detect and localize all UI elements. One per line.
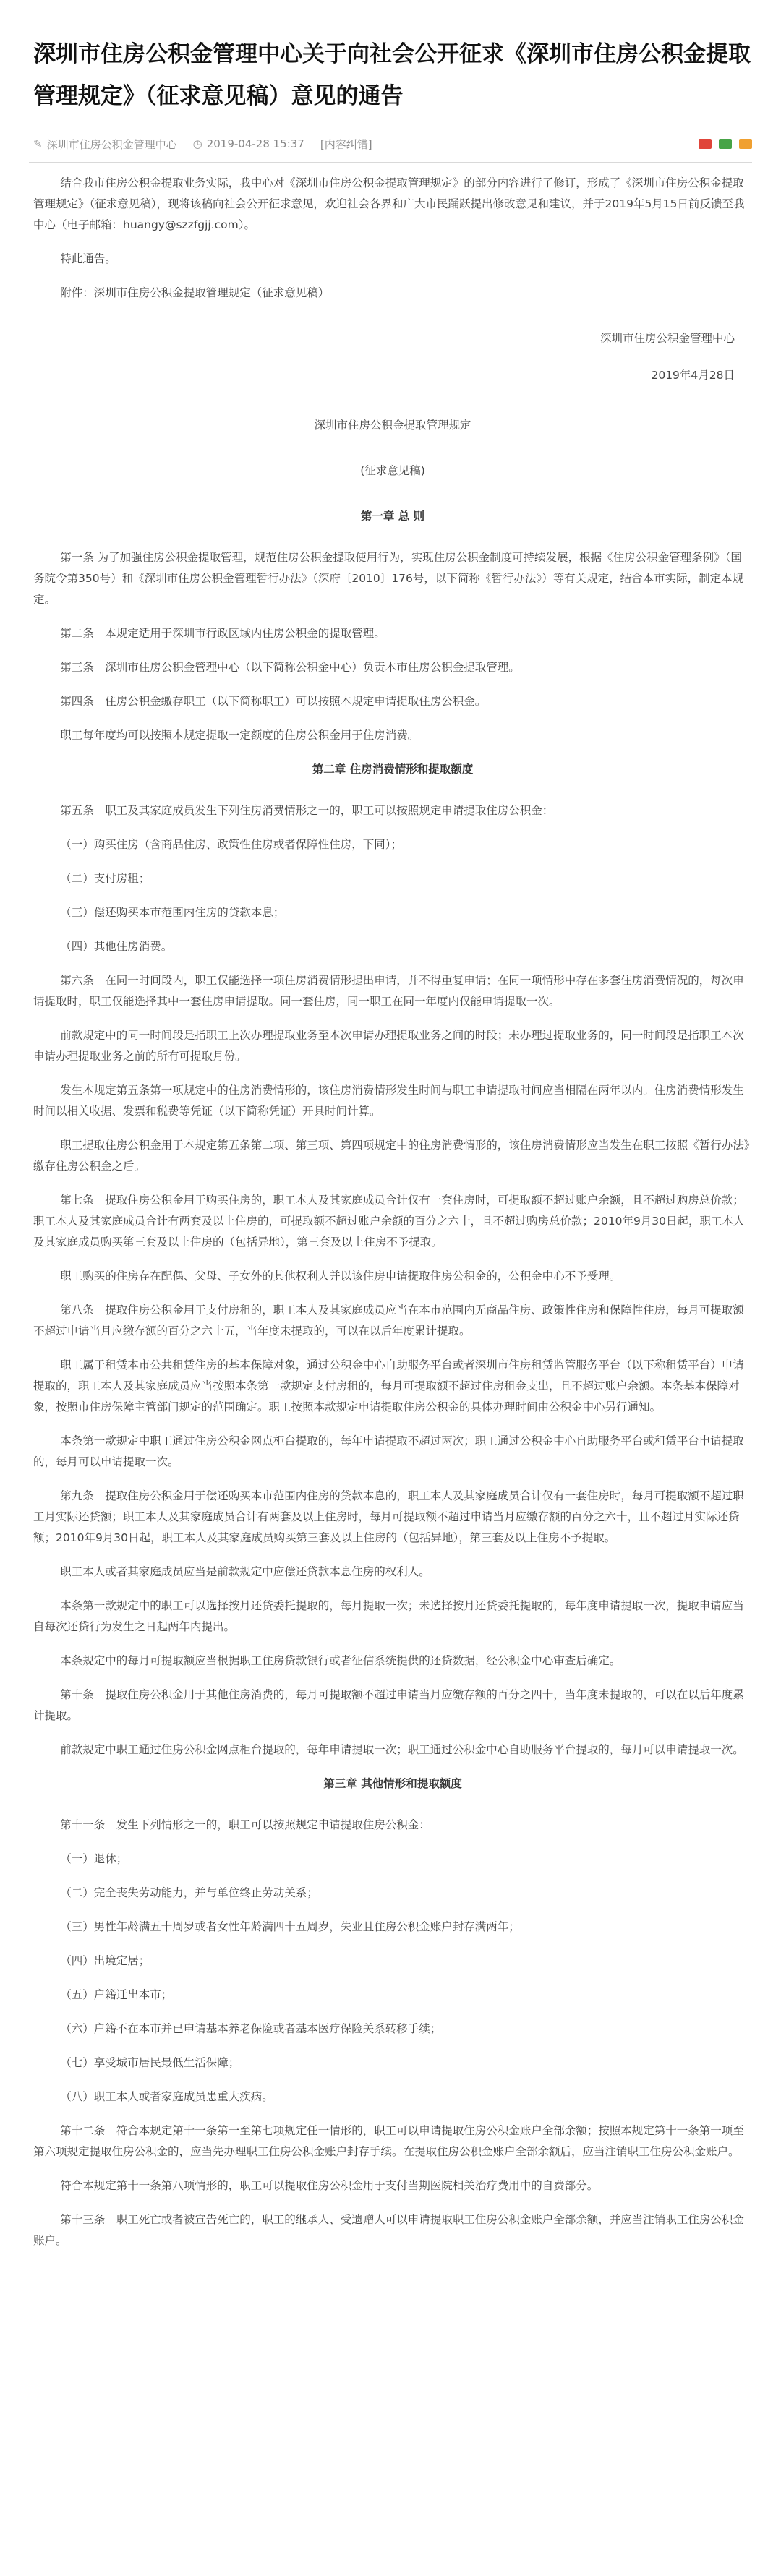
article-12-para-2: 符合本规定第十一条第八项情形的，职工可以提取住房公积金用于支付当期医院相关治疗费用中的自费部分。 [60, 2179, 599, 2192]
article-5-item-2: （二）支付房租； [60, 872, 150, 885]
article-5-item-4: （四）其他住房消费。 [60, 940, 173, 953]
error-report-link[interactable]: [内容纠错] [320, 137, 372, 151]
article-9: 第九条 提取住房公积金用于偿还购买本市范围内住房的贷款本息的，职工本人及其家庭成员合计仅有一套住房时，每月可提取额不超过职工月实际还贷额；职工本人及其家庭成员合计有两套及以上住房时，每月可提取额不超过申请当月应缴存额的百分之六十，且不超过月实际还贷额；2010年9月30日起，职工本人及其家庭成员购买第三套及以上住房的（包括异地），第三套及以上住房不予提取。 [33, 1489, 744, 1544]
article-9-para-4: 本条规定中的每月可提取额应当根据职工住房贷款银行或者征信系统提供的还贷数据，经公积金中心审查后确定。 [60, 1654, 621, 1667]
article-3: 第三条 深圳市住房公积金管理中心（以下简称公积金中心）负责本市住房公积金提取管理。 [60, 661, 520, 674]
article-6: 第六条 在同一时间段内，职工仅能选择一项住房消费情形提出申请，并不得重复申请；在同一项情形中存在多套住房消费情况的，每次申请提取时，职工仅能选择其中一套住房申请提取。同一套住房，同一职工在同一年度内仅能申请提取一次。 [33, 974, 744, 1008]
notice-signature: 深圳市住房公积金管理中心 [599, 332, 735, 345]
article-11-item-1: （一）退休； [60, 1852, 128, 1865]
source [33, 137, 177, 152]
article-1: 第一条 为了加强住房公积金提取管理，规范住房公积金提取使用行为，实现住房公积金制度可持续发展，根据《住房公积金管理条例》（国务院令第350号）和《深圳市住房公积金管理暂行办法》（深府〔2010〕176号，以下简称《暂行办法》）等有关规定，结合本市实际，制定本规定。 [33, 551, 744, 606]
article-content [0, 163, 781, 2251]
article-8-para-3: 本条第一款规定中职工通过住房公积金网点柜台提取的，每年申请提取不超过两次；职工通过公积金中心自助服务平台或租赁平台申请提取的，每月可以申请提取一次。 [33, 1434, 744, 1468]
article-11-item-6: （六）户籍不在本市并已申请基本养老保险或者基本医疗保险关系转移手续； [60, 2022, 442, 2035]
article-meta [33, 133, 752, 155]
doc-subtitle: (征求意见稿) [360, 464, 425, 477]
article-11-item-4: （四）出境定居； [60, 1954, 150, 1967]
article-6-para-3: 发生本规定第五条第一项规定中的住房消费情形的，该住房消费情形发生时间与职工申请提取时间应当相隔在两年以内。住房消费情形发生时间以相关收据、发票和税费等凭证（以下简称凭证）开具时间计算。 [33, 1084, 744, 1118]
article-5-item-3: （三）偿还购买本市范围内住房的贷款本息； [60, 906, 285, 919]
article-10-para-2: 前款规定中职工通过住房公积金网点柜台提取的，每年申请提取一次；职工通过公积金中心自助服务平台提取的，每月可以申请提取一次。 [60, 1743, 744, 1756]
article-11-item-3: （三）男性年龄满五十周岁或者女性年龄满四十五周岁，失业且住房公积金账户封存满两年； [60, 1920, 520, 1933]
chapter-3-heading: 第三章 其他情形和提取额度 [323, 1777, 462, 1790]
article-11-item-8: （八）职工本人或者家庭成员患重大疾病。 [60, 2090, 273, 2103]
chapter-1-heading: 第一章 总 则 [360, 510, 425, 523]
article-11: 第十一条 发生下列情形之一的，职工可以按照规定申请提取住房公积金： [60, 1818, 430, 1831]
doc-title: 深圳市住房公积金提取管理规定 [314, 419, 471, 432]
article-7-para-2: 职工购买的住房存在配偶、父母、子女外的其他权利人并以该住房申请提取住房公积金的，公积金中心不予受理。 [60, 1270, 621, 1283]
article-5: 第五条 职工及其家庭成员发生下列住房消费情形之一的，职工可以按照规定申请提取住房公积金： [60, 804, 554, 817]
article-7: 第七条 提取住房公积金用于购买住房的，职工本人及其家庭成员合计仅有一套住房时，可提取额不超过账户余额，且不超过购房总价款；职工本人及其家庭成员合计有两套及以上住房的，可提取额不超过账户余额的百分之六十，且不超过购房总价款；2010年9月30日起，职工本人及其家庭成员购买第三套及以上住房的（包括异地），第三套及以上住房不予提取。 [33, 1194, 745, 1249]
notice-closing: 特此通告。 [60, 252, 116, 265]
article-10: 第十条 提取住房公积金用于其他住房消费的，每月可提取额不超过申请当月应缴存额的百分之四十，当年度未提取的，可以在以后年度累计提取。 [33, 1688, 744, 1722]
notice-attachment[interactable]: 附件：深圳市住房公积金提取管理规定（征求意见稿） [60, 286, 330, 299]
share-weibo-icon[interactable] [699, 139, 712, 149]
article-13: 第十三条 职工死亡或者被宣告死亡的，职工的继承人、受遗赠人可以申请提取职工住房公积金账户全部余额，并应当注销职工住房公积金账户。 [33, 2213, 744, 2247]
publish-time [193, 137, 304, 150]
article-12: 第十二条 符合本规定第十一条第一至第七项规定任一情形的，职工可以申请提取住房公积金账户全部余额；按照本规定第十一条第一项至第六项规定提取住房公积金的，应当先办理职工住房公积金账户封存手续。在提取住房公积金账户全部余额后，应当注销职工住房公积金账户。 [33, 2124, 744, 2158]
article-6-para-2: 前款规定中的同一时间段是指职工上次办理提取业务至本次申请办理提取业务之间的时段；未办理过提取业务的，同一时间段是指职工本次申请办理提取业务之前的所有可提取月份。 [33, 1029, 744, 1063]
clock-icon: ◷ [192, 137, 202, 150]
pencil-icon: ✎ [33, 137, 43, 150]
article-8-para-2: 职工属于租赁本市公共租赁住房的基本保障对象，通过公积金中心自助服务平台或者深圳市住房租赁监管服务平台（以下称租赁平台）申请提取的，职工本人及其家庭成员应当按照本条第一款规定支付房租的，每月可提取额不超过住房租金支出，且不超过账户余额。本条基本保障对象，按照市住房保障主管部门规定的范围确定。职工按照本款规定申请提取住房公积金的具体办理时间由公积金中心另行通知。 [33, 1358, 744, 1413]
notice-date: 2019年4月28日 [651, 369, 735, 382]
chapter-2-heading: 第二章 住房消费情形和提取额度 [312, 763, 474, 776]
publish-time-text: 2019-04-28 15:37 [206, 137, 304, 150]
article-11-item-7: （七）享受城市居民最低生活保障； [60, 2056, 240, 2069]
article-9-para-3: 本条第一款规定中的职工可以选择按月还贷委托提取的，每月提取一次；未选择按月还贷委托提取的，每年度申请提取一次，提取申请应当自每次还贷行为发生之日起两年内提出。 [33, 1599, 744, 1633]
source-text: 深圳市住房公积金管理中心 [46, 137, 177, 151]
article-4-para-2: 职工每年度均可以按照本规定提取一定额度的住房公积金用于住房消费。 [60, 729, 419, 742]
article-8: 第八条 提取住房公积金用于支付房租的，职工本人及其家庭成员应当在本市范围内无商品住房、政策性住房和保障性住房，每月可提取额不超过申请当月应缴存额的百分之六十五，当年度未提取的，可以在以后年度累计提取。 [33, 1304, 744, 1338]
article-6-para-4: 职工提取住房公积金用于本规定第五条第二项、第三项、第四项规定中的住房消费情形的，该住房消费情形应当发生在职工按照《暂行办法》缴存住房公积金之后。 [33, 1139, 750, 1173]
share-wechat-icon[interactable] [719, 139, 732, 149]
article-4: 第四条 住房公积金缴存职工（以下简称职工）可以按照本规定申请提取住房公积金。 [60, 695, 487, 708]
article-11-item-2: （二）完全丧失劳动能力，并与单位终止劳动关系； [60, 1886, 318, 1899]
article-11-item-5: （五）户籍迁出本市； [60, 1988, 173, 2001]
article-9-para-2: 职工本人或者其家庭成员应当是前款规定中应偿还贷款本息住房的权利人。 [60, 1565, 430, 1578]
share-qzone-icon[interactable] [739, 139, 752, 149]
article-2: 第二条 本规定适用于深圳市行政区域内住房公积金的提取管理。 [60, 627, 385, 640]
article-5-item-1: （一）购买住房（含商品住房、政策性住房或者保障性住房，下同）； [60, 838, 402, 851]
article-title: 深圳市住房公积金管理中心关于向社会公开征求《深圳市住房公积金提取管理规定》（征求意见稿）意见的通告 [33, 41, 751, 109]
notice-body: 结合我市住房公积金提取业务实际，我中心对《深圳市住房公积金提取管理规定》的部分内容进行了修订，形成了《深圳市住房公积金提取管理规定》（征求意见稿），现将该稿向社会公开征求意见，欢迎社会各界和广大市民踊跃提出修改意见和建议，并于2019年5月15日前反馈至我中心（电子邮箱：huangy@szzfgjj.com）。 [33, 176, 745, 231]
